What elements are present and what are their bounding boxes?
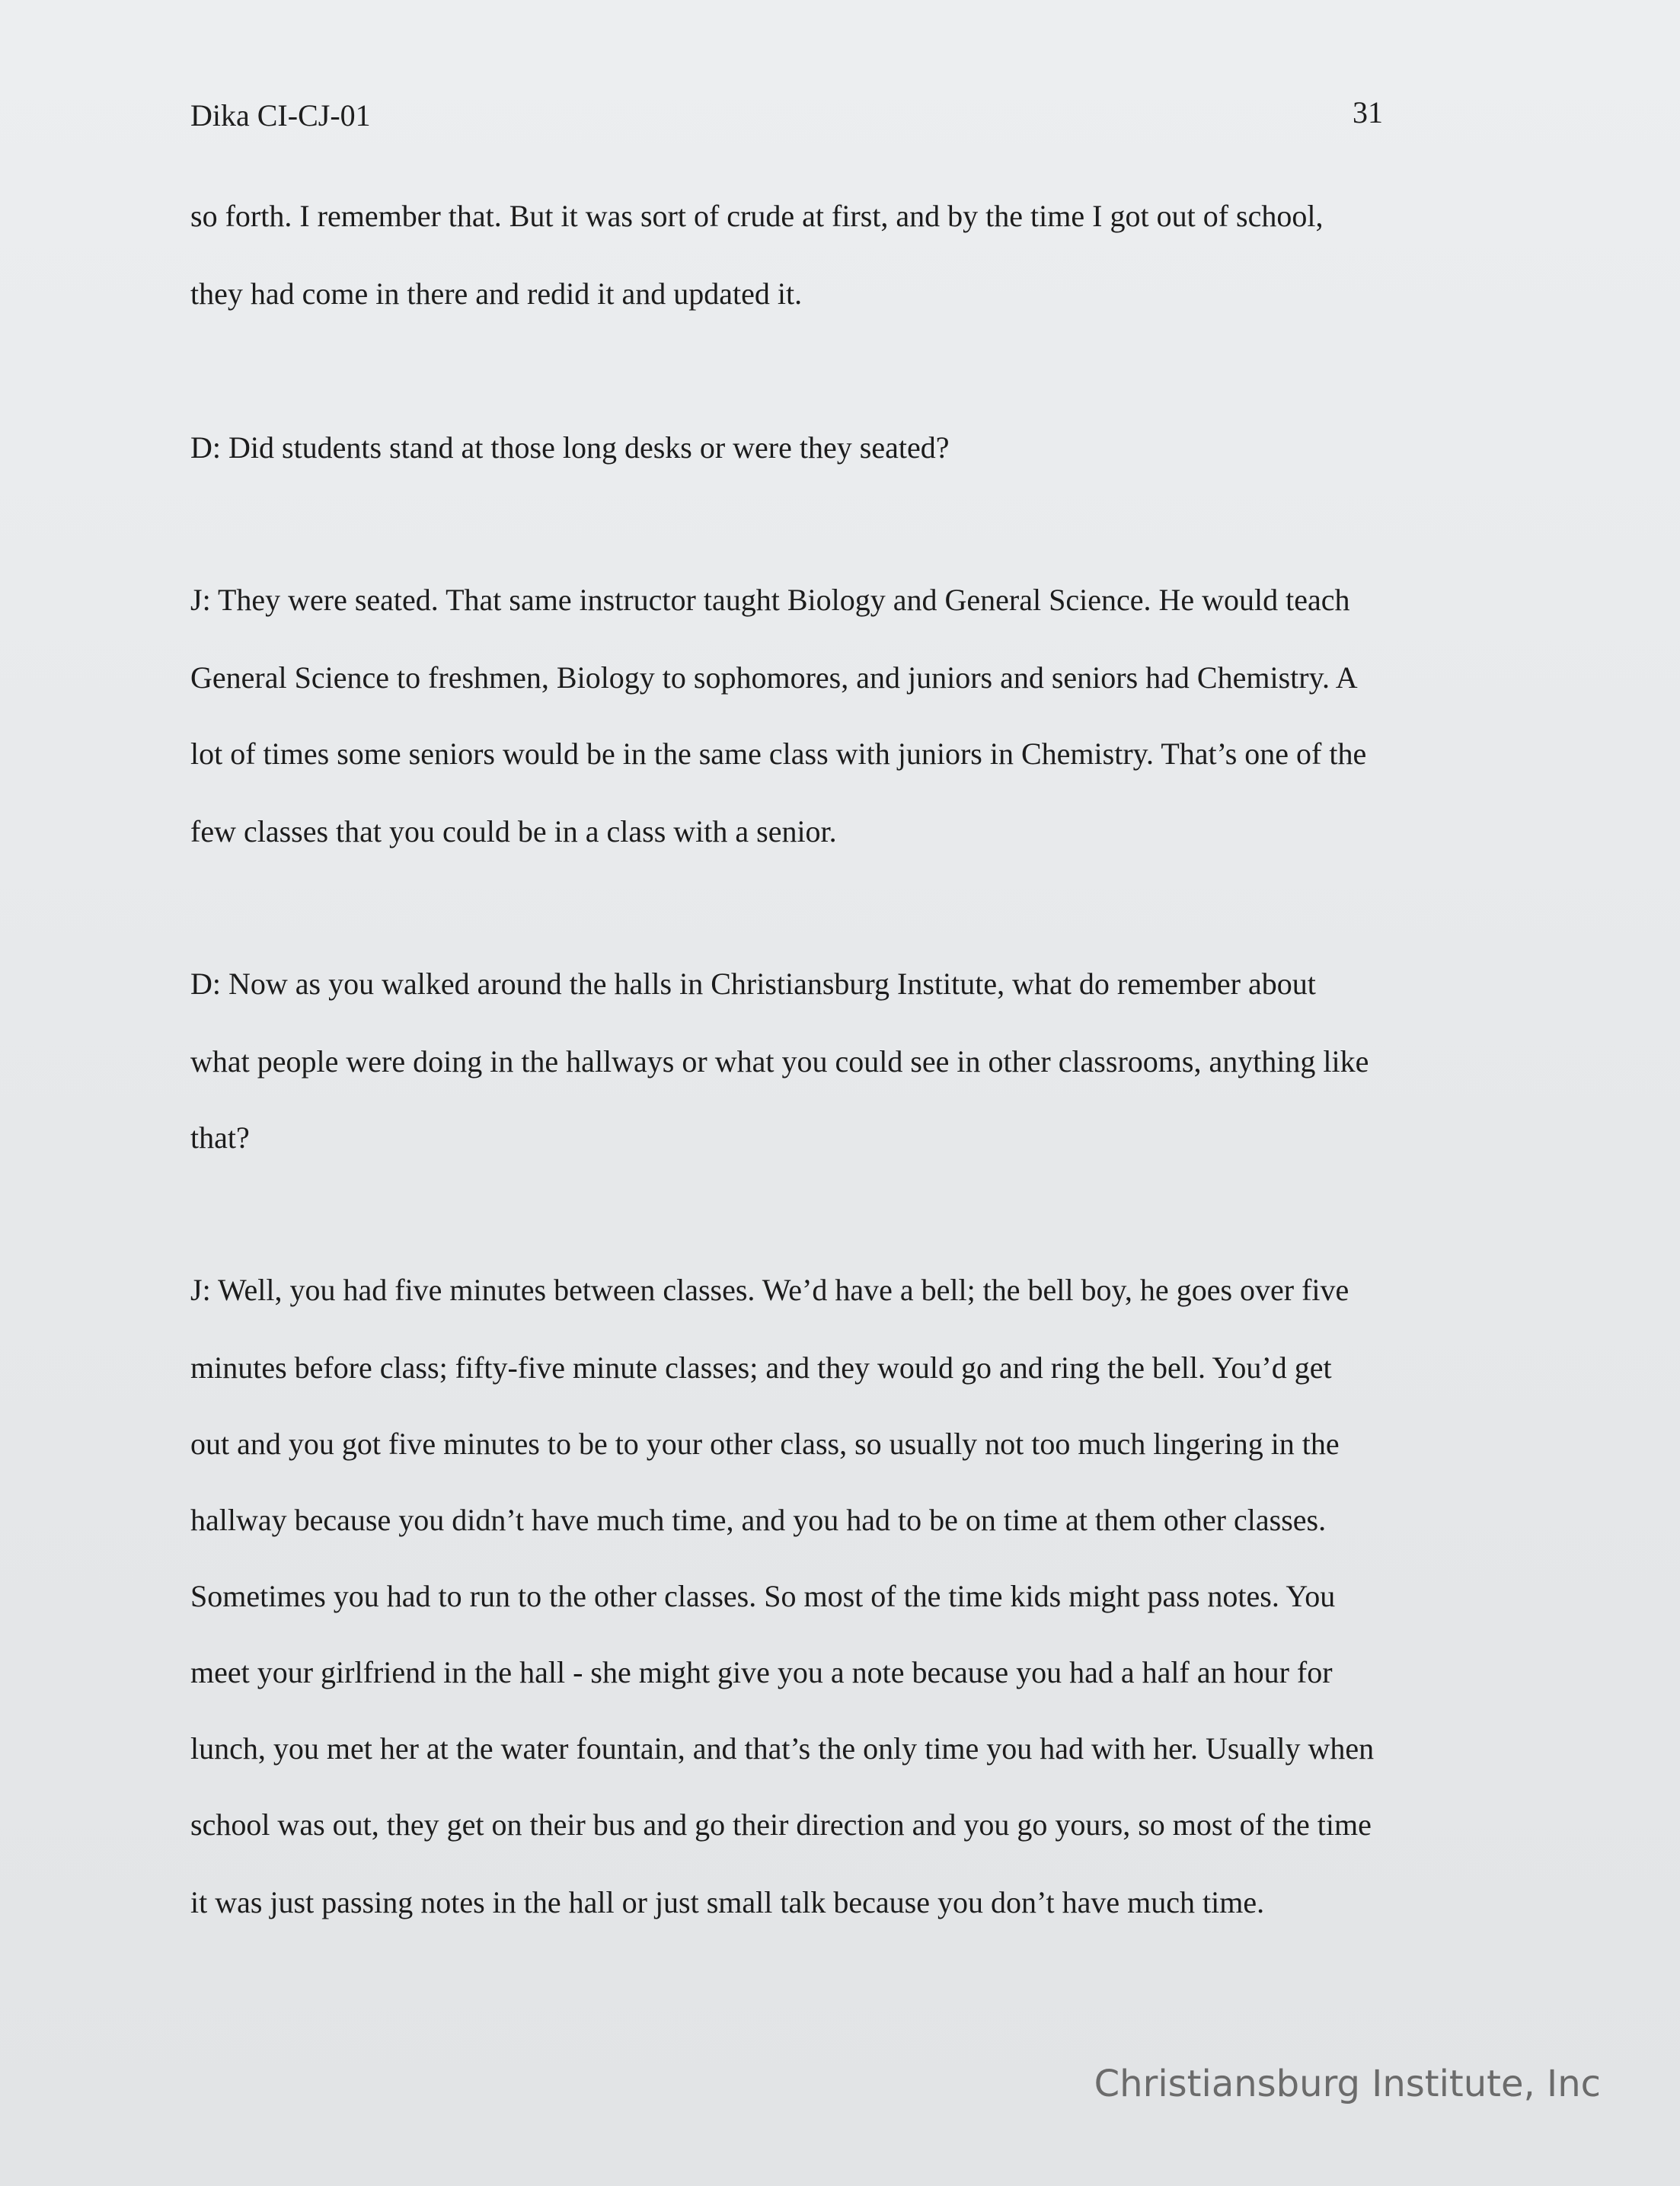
text-line: school was out, they get on their bus and go their direction and you go yours, so most of the time — [190, 1807, 1372, 1842]
text-line: lunch, you met her at the water fountain, and that’s the only time you had with her. Usually when — [190, 1731, 1375, 1766]
text-line: few classes that you could be in a class with a senior. — [190, 814, 837, 849]
text-line: J: They were seated. That same instructor taught Biology and General Science. He would teach — [190, 583, 1350, 617]
text-line: out and you got five minutes to be to your other class, so usually not too much lingering in the — [190, 1427, 1340, 1461]
text-line: D: Now as you walked around the halls in Christiansburg Institute, what do remember about — [190, 967, 1316, 1001]
text-line: that? — [190, 1120, 250, 1155]
page-number: 31 — [1353, 95, 1383, 129]
text-line: so forth. I remember that. But it was sort of crude at first, and by the time I got out of school, — [190, 199, 1324, 233]
text-line: Sometimes you had to run to the other classes. So most of the time kids might pass notes. You — [190, 1579, 1336, 1613]
text-line: General Science to freshmen, Biology to sophomores, and juniors and seniors had Chemistry. A — [190, 660, 1358, 695]
document-header-id: Dika CI-CJ-01 — [190, 98, 371, 133]
text-line: lot of times some seniors would be in the same class with juniors in Chemistry. That’s one of the — [190, 737, 1367, 771]
text-line: it was just passing notes in the hall or just small talk because you don’t have much time. — [190, 1885, 1265, 1919]
text-line: hallway because you didn’t have much time, and you had to be on time at them other classes. — [190, 1503, 1327, 1537]
text-line: D: Did students stand at those long desks or were they seated? — [190, 430, 950, 465]
text-line: they had come in there and redid it and updated it. — [190, 276, 803, 311]
text-line: minutes before class; fifty-five minute classes; and they would go and ring the bell. You’d get — [190, 1350, 1332, 1385]
text-line: J: Well, you had five minutes between classes. We’d have a bell; the bell boy, he goes over five — [190, 1273, 1349, 1307]
watermark: Christiansburg Institute, Inc — [1094, 2063, 1601, 2105]
text-line: what people were doing in the hallways or what you could see in other classrooms, anything like — [190, 1044, 1369, 1079]
text-line: meet your girlfriend in the hall - she might give you a note because you had a half an hour for — [190, 1655, 1333, 1689]
